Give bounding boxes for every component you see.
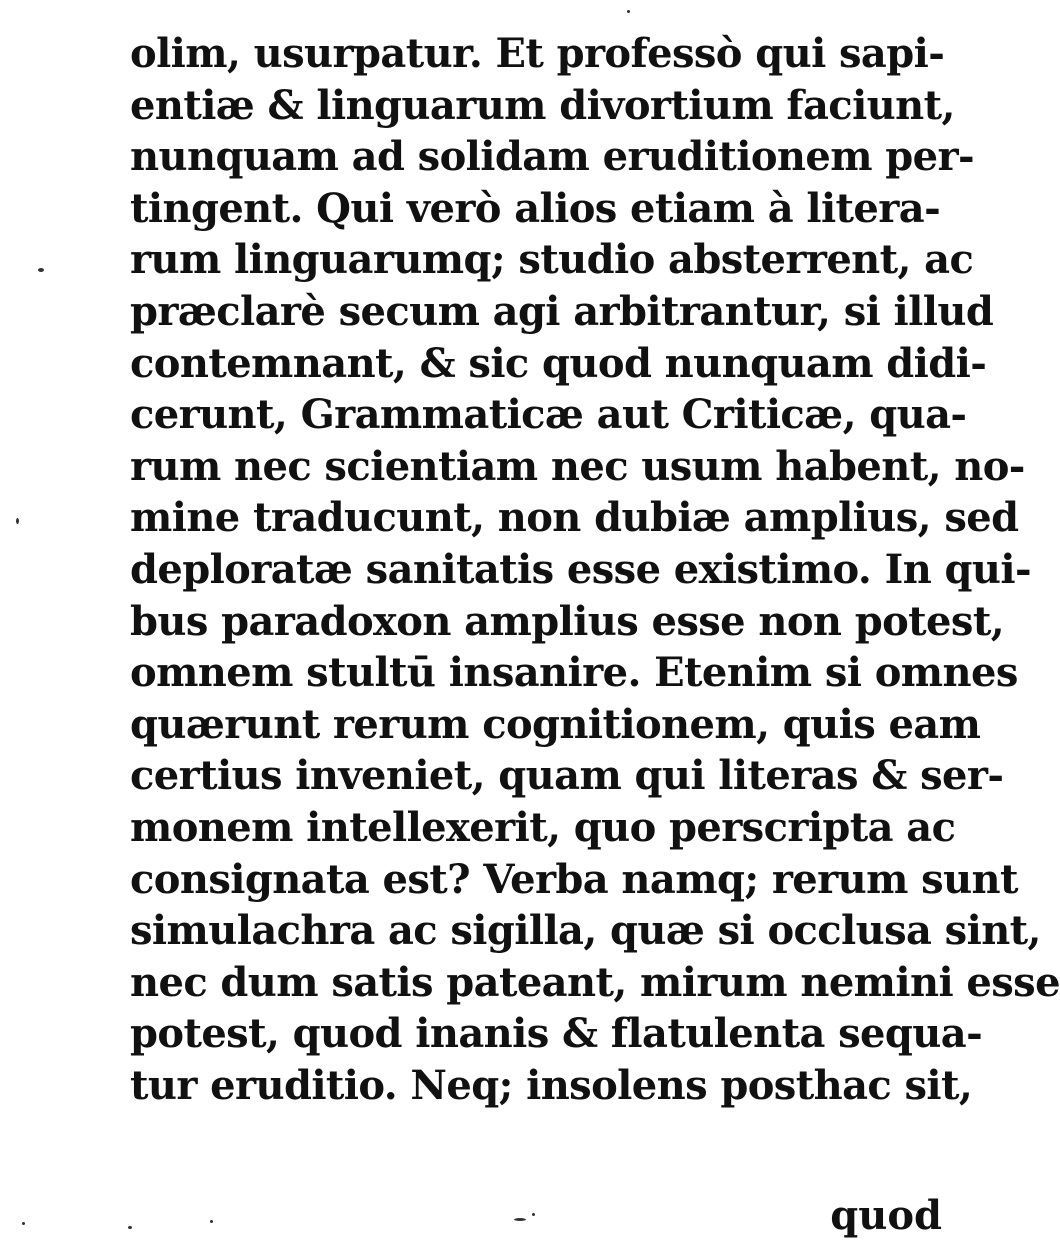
text-line: præclarè secum agi arbitrantur, si illud — [130, 287, 994, 335]
latin-text-block — [130, 28, 1060, 1111]
text-line: tingent. Qui verò alios etiam à litera- — [130, 184, 941, 232]
scan-speck — [22, 1222, 25, 1225]
text-line: olim, usurpatur. Et professò qui sapi- — [130, 30, 945, 77]
text-line: contemnant, & sic quod nunquam didi- — [130, 339, 987, 387]
text-line: nec dum satis pateant, mirum nemini esse — [130, 958, 1060, 1006]
text-line: potest, quod inanis & flatulenta sequa- — [130, 1010, 983, 1058]
text-line: mine traducunt, non dubiæ amplius, sed — [130, 494, 1019, 542]
text-line: entiæ & linguarum divortium faciunt, — [130, 81, 955, 129]
text-line: deploratæ sanitatis esse existimo. In qui- — [130, 545, 1031, 593]
scan-speck — [38, 268, 44, 272]
text-line: nunquam ad solidam eruditionem per- — [130, 133, 975, 181]
catchword: quod — [830, 1192, 942, 1239]
text-line: simulachra ac sigilla, quæ si occlusa sint, — [130, 907, 1041, 955]
scan-speck — [627, 10, 630, 13]
text-line: monem intellexerit, quo perscripta ac — [130, 803, 956, 851]
text-line: certius inveniet, quam qui literas & ser- — [130, 752, 1004, 800]
text-line: bus paradoxon amplius esse non potest, — [130, 597, 1005, 645]
text-line: rum linguarumq; studio absterrent, ac — [130, 236, 974, 284]
text-line: cerunt, Grammaticæ aut Criticæ, qua- — [130, 391, 967, 439]
scan-speck — [532, 1213, 535, 1216]
scan-speck — [210, 1220, 213, 1223]
text-line: omnem stultū insanire. Etenim si omnes — [130, 649, 1018, 697]
scan-speck — [514, 1218, 526, 1221]
scan-speck — [128, 1226, 132, 1229]
text-line: consignata est? Verba namq; rerum sunt — [130, 855, 1018, 903]
text-line: tur eruditio. Neq; insolens posthac sit, — [130, 1061, 973, 1109]
scan-speck — [16, 518, 19, 524]
text-line: quærunt rerum cognitionem, quis eam — [130, 700, 981, 748]
text-line: rum nec scientiam nec usum habent, no- — [130, 442, 1025, 490]
